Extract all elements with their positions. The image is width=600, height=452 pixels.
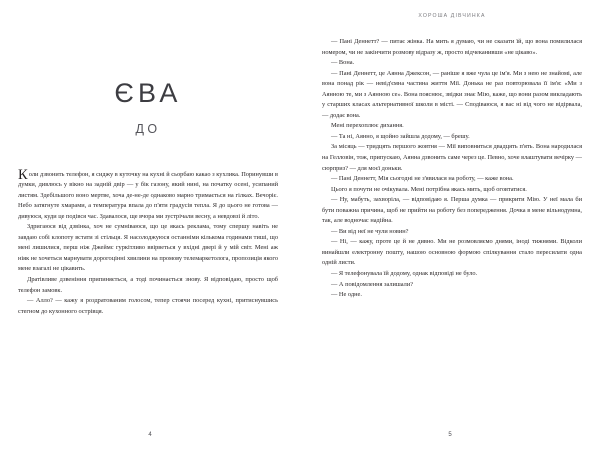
paragraph: Дратівливе дзвеніння припиняється, а тоді починається знову. Я відповідаю, просто щоб телефон замовк. bbox=[18, 275, 278, 294]
drop-cap: К bbox=[18, 166, 28, 183]
paragraph: — Та ні, Аянно, я щойно зайшла додому, — брешу. bbox=[331, 132, 470, 140]
paragraph: Здригаюся від дзвінка, хоч не сумніваюся, що це якась реклама, тому спершу навіть не завдаю собі клопоту встати зі стільця. Я насолоджуюся останніми кількома годинами тиші, що мені лишилися, перш ніж Джеймс гуркітливо ввірветься у вхідні двері й у мій світ. Мені аж ніяк не хочеться марнувати дорогоцінні хвилини на промову телемаркетолога, пропозиція якого мене взагалі не цікавить. bbox=[18, 223, 278, 273]
right-page-body bbox=[322, 37, 582, 301]
chapter-heading-block bbox=[18, 80, 278, 136]
paragraph: — Пані Деннетт, це Аянна Джексон, — раніше я вже чула це ім'я. Ми з нею не знайомі, але вона понад рік — невід'ємна частина життя Мії. Донька не раз повторювала її ім'я: «Ми з Аянною те, ми з Аянною се». Вона пояснює, звідки знає Мію, каже, що вони разом викладають у старших класах альтернативної школи в місті. — Сподіваюся, я вас ні від чого не відірвала, — додає вона. bbox=[322, 69, 582, 119]
paragraph: — Не одне. bbox=[331, 291, 362, 299]
paragraph: — Ну, мабуть, захворіла, — відповідаю я. Перша думка — прикрити Мію. У неї мала би бути поважна причина, щоб не прийти на роботу без попередження. Дочка в мене вільнодумна, так, але водночас надійна. bbox=[322, 196, 582, 225]
paragraph: — Пані Деннетт, Мія сьогодні не з'явилася на роботу, — каже вона. bbox=[331, 175, 514, 183]
page-number-left: 4 bbox=[148, 432, 152, 438]
paragraph-text: оли дзвонить телефон, я сиджу в куточку на кухні й сьорбаю какао з кухлика. Поринувши в думки, дивлюсь у вікно на задній двір — у бік газону, який нині, на початку осені, усипаний листям. Здебільшого воно мертве, хоча де-не-де однаково марно тримається на гілках. Вечоріє. Небо затягнуте хмарами, а температура впала до п'яти градусів тепла. Я до цього не готова — дивуюся, куди це подівся час. Здавалося, ще вчора ми зустрічали весну, а невдовзі й літо. bbox=[18, 170, 278, 220]
paragraph: Цього я почути не очікувала. Мені потрібна якась мить, щоб оговтатися. bbox=[331, 185, 527, 193]
chapter-subtitle: ДО bbox=[135, 122, 161, 136]
paragraph: — Ні, — кажу, проте це й не дивно. Ми не розмовляємо днями, іноді тижнями. Відколи винайшли електронну пошту, нашою основною формою спілкування стало пересилати одна одній листи. bbox=[322, 238, 582, 267]
paragraph: За місяць — тридцять першого жовтня — Мії виповниться двадцять п'ять. Вона народилася на Гелловін, тож, припускаю, Аянна дзвонить саме через це. Певно, хоче влаштувати вечірку — сюрприз? — для моєї доньки. bbox=[322, 143, 582, 172]
paragraph: — Пані Деннетт? — питає жінка. На мить я думаю, чи не сказати їй, що вона помилилася номером, чи не закінчити розмову відразу ж, просто відчеканивши «не цікаво». bbox=[322, 38, 582, 56]
paragraph: — Вона. bbox=[331, 59, 355, 67]
running-head-left-blank bbox=[18, 10, 278, 22]
paragraph: — Я телефонувала їй додому, однак відповіді не було. bbox=[331, 270, 478, 278]
running-head-right: ХОРОША ДІВЧИНКА bbox=[418, 13, 486, 19]
paragraph: — Алло? — кажу я роздратованим голосом, тепер стоячи посеред кухні, притиснувшись стегном до кухонного острівця. bbox=[18, 297, 278, 315]
chapter-title: ЄВА bbox=[114, 78, 182, 108]
page-right bbox=[300, 0, 600, 452]
page-number-right: 5 bbox=[448, 432, 452, 438]
paragraph: — А повідомлення залишали? bbox=[331, 280, 414, 288]
paragraph: Мені перехоплює дихання. bbox=[331, 122, 404, 130]
left-page-body bbox=[18, 166, 278, 318]
paragraph: — Ви від неї не чули новин? bbox=[331, 227, 409, 235]
paragraph bbox=[18, 166, 278, 223]
